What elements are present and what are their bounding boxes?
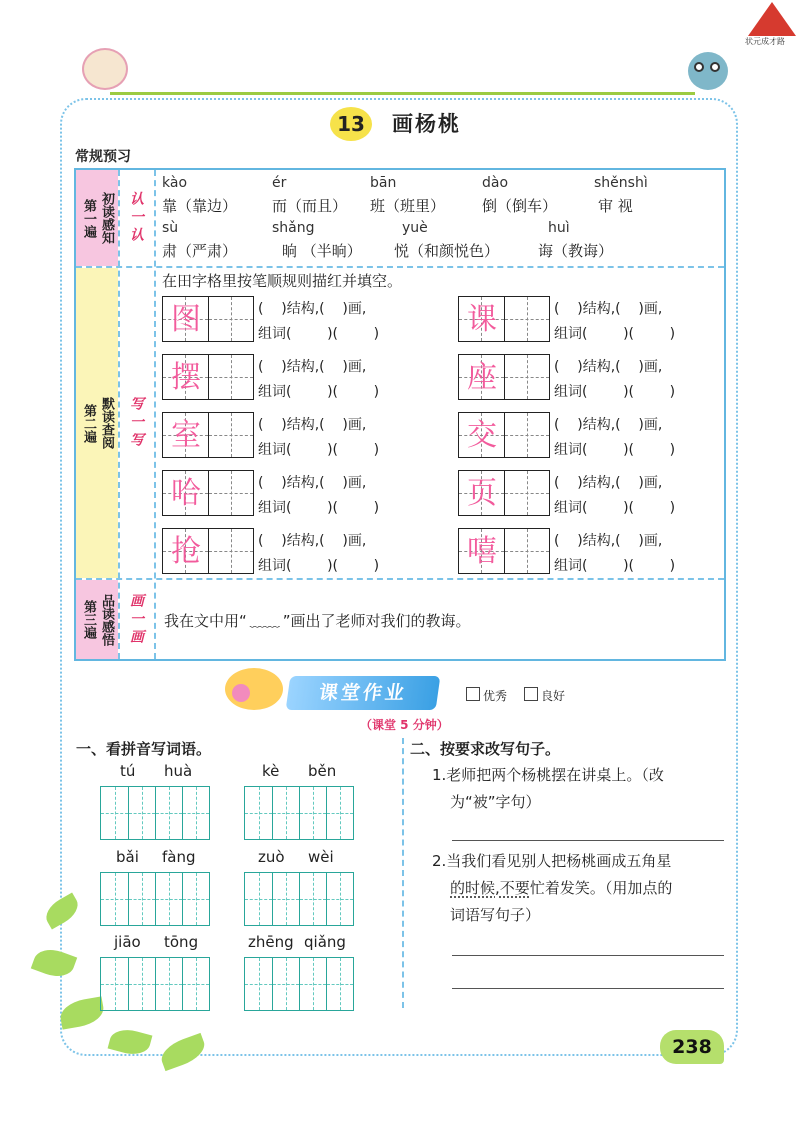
pinyin: zuò [258, 848, 285, 866]
q2-sentence2-line2 [450, 875, 672, 902]
row2-head-text: 默读查阅 [99, 397, 114, 449]
structure-blank[interactable]: ( )结构,( )画, [258, 475, 367, 491]
tianzige-box [162, 354, 254, 400]
words-blank[interactable]: 组词( )( ) [554, 384, 676, 400]
pinyin: shǎng [272, 220, 315, 236]
pinyin: bǎi [116, 848, 139, 866]
word: 倒（倒车） [482, 197, 558, 215]
pinyin: sù [162, 220, 179, 236]
answer-line[interactable] [452, 840, 724, 841]
comma: , [495, 879, 500, 897]
words-blank[interactable]: 组词( )( ) [554, 326, 676, 342]
row2-pass: 第二遍 [81, 403, 96, 443]
word: 而（而且） [272, 197, 348, 215]
structure-blank[interactable]: ( )结构,( )画, [554, 417, 663, 433]
row2-action [118, 268, 154, 578]
word: 晌 （半晌） [282, 242, 362, 260]
pinyin: kè [262, 762, 280, 780]
tianzige-box [162, 470, 254, 516]
tianzige-box [458, 528, 550, 574]
pinyin: běn [308, 762, 337, 780]
word: 班（班里） [370, 197, 446, 215]
pinyin: tōng [164, 933, 199, 951]
row3-text-after: ”画出了老师对我们的教诲。 [282, 612, 471, 630]
structure-blank[interactable]: ( )结构,( )画, [554, 359, 663, 375]
row-divider [76, 578, 724, 580]
row3-text-before: 我在文中用“ [164, 612, 247, 630]
word: 靠（靠边） [162, 197, 238, 215]
pinyin: yuè [402, 220, 428, 236]
words-blank[interactable]: 组词( )( ) [258, 384, 380, 400]
word: 悦（和颜悦色） [394, 242, 500, 260]
pinyin: dào [482, 175, 509, 191]
answer-line[interactable] [452, 988, 724, 989]
trace-char: 页 [467, 476, 497, 511]
sentence-rest: 忙着发笑。（用加点的 [529, 879, 673, 897]
word-writing-box[interactable] [244, 872, 354, 926]
owl-eye-right [710, 62, 720, 72]
row2-instruction: 在田字格里按笔顺规则描红并填空。 [162, 272, 403, 290]
word: 诲（教诲） [538, 242, 614, 260]
trace-char: 座 [467, 360, 497, 395]
pinyin: jiāo [114, 933, 141, 951]
trace-char: 图 [171, 302, 201, 337]
row1-head-text: 初读感知 [99, 192, 114, 244]
brand-logo-text: 状元成才路 [745, 37, 785, 46]
words-blank[interactable]: 组词( )( ) [258, 558, 380, 574]
structure-blank[interactable]: ( )结构,( )画, [258, 301, 367, 317]
row3-pass: 第三遍 [81, 600, 96, 639]
words-blank[interactable]: 组词( )( ) [258, 500, 380, 516]
pinyin: ér [272, 175, 287, 191]
pinyin: kào [162, 175, 188, 191]
rating-checkbox-good[interactable] [524, 687, 538, 701]
q2-sentence2-line1: 2.当我们看见别人把杨桃画成五角星 [432, 852, 672, 870]
q2-title: 二、按要求改写句子。 [410, 740, 561, 758]
rating-label-good: 良好 [541, 689, 566, 703]
words-blank[interactable]: 组词( )( ) [554, 500, 676, 516]
trace-char: 嘻 [467, 534, 497, 569]
tianzige-box [162, 296, 254, 342]
trace-char: 交 [467, 418, 497, 453]
row1-action [118, 170, 154, 266]
owl-eye-left [694, 62, 704, 72]
word-writing-box[interactable] [244, 786, 354, 840]
header-rule [110, 92, 695, 95]
lesson-number-badge: 13 [330, 107, 372, 141]
row3-head [76, 580, 118, 659]
column-separator [402, 738, 404, 1008]
tianzige-box [458, 470, 550, 516]
row3-action [118, 580, 154, 659]
pinyin: huà [164, 762, 193, 780]
trace-char: 哈 [171, 476, 201, 511]
lesson-title: 画杨桃 [392, 112, 461, 136]
row1-pass: 第一遍 [81, 198, 96, 238]
rating-checkbox-excellent[interactable] [466, 687, 480, 701]
row3-head-text: 品读感悟 [99, 593, 114, 646]
pinyin: qiǎng [304, 933, 346, 951]
q2-sentence1-line2: 为“被”字句） [450, 793, 541, 811]
structure-blank[interactable]: ( )结构,( )画, [554, 475, 663, 491]
pinyin: huì [548, 220, 570, 236]
trace-char: 课 [467, 302, 497, 337]
row1-head [76, 170, 118, 266]
q1-title: 一、看拼音写词语。 [76, 740, 212, 758]
row1-action-text: 认一认 [128, 191, 144, 245]
answer-line[interactable] [452, 955, 724, 956]
tianzige-box [458, 412, 550, 458]
tianzige-box [162, 412, 254, 458]
tianzige-box [162, 528, 254, 574]
row2-action-text: 写一写 [128, 396, 144, 450]
brand-logo [748, 2, 796, 36]
words-blank[interactable]: 组词( )( ) [258, 442, 380, 458]
trace-char: 室 [171, 418, 201, 453]
cartoon-goat-decoration [82, 48, 128, 90]
rating-label-excellent: 优秀 [483, 689, 508, 703]
q2-sentence1-line1: 1.老师把两个杨桃摆在讲桌上。（改 [432, 766, 664, 784]
words-blank[interactable]: 组词( )( ) [258, 326, 380, 342]
cartoon-owl-decoration [688, 52, 728, 90]
word: 肃（严肃） [162, 242, 238, 260]
classwork-banner: 课堂作业 [286, 676, 441, 710]
word: 审 视 [598, 197, 633, 215]
pinyin: fàng [162, 848, 196, 866]
preview-table [74, 168, 726, 661]
structure-blank[interactable]: ( )结构,( )画, [258, 359, 367, 375]
row-divider [76, 266, 724, 268]
trace-char: 抢 [171, 534, 201, 569]
word-writing-box[interactable] [100, 957, 210, 1011]
words-blank[interactable]: 组词( )( ) [554, 442, 676, 458]
structure-blank[interactable]: ( )结构,( )画, [554, 301, 663, 317]
mascot-decoration [232, 684, 250, 702]
structure-blank[interactable]: ( )结构,( )画, [258, 417, 367, 433]
pinyin: bān [370, 175, 397, 191]
wavy-line-mark: ﹏﹏ [249, 612, 280, 630]
pinyin: shěnshì [594, 175, 648, 191]
structure-blank[interactable]: ( )结构,( )画, [554, 533, 663, 549]
word-writing-box[interactable] [100, 872, 210, 926]
word-writing-box[interactable] [100, 786, 210, 840]
pinyin: tú [120, 762, 136, 780]
row3-action-text: 画一画 [128, 592, 144, 647]
word-writing-box[interactable] [244, 957, 354, 1011]
structure-blank[interactable]: ( )结构,( )画, [258, 533, 367, 549]
words-blank[interactable]: 组词( )( ) [554, 558, 676, 574]
page-number: 238 [660, 1030, 724, 1064]
pinyin: zhēng [248, 933, 294, 951]
tianzige-box [458, 354, 550, 400]
row2-head [76, 268, 118, 578]
tianzige-box [458, 296, 550, 342]
row3-sentence [164, 610, 471, 631]
dotted-word: 不要 [499, 879, 530, 897]
pinyin: wèi [308, 848, 334, 866]
q2-sentence2-line3: 词语写句子） [450, 906, 541, 924]
time-limit: （课堂 5 分钟） [360, 718, 449, 732]
trace-char: 摆 [171, 360, 201, 395]
preview-section-label: 常规预习 [75, 149, 131, 165]
dotted-word: 的时候 [450, 879, 496, 897]
col-divider [154, 170, 156, 659]
